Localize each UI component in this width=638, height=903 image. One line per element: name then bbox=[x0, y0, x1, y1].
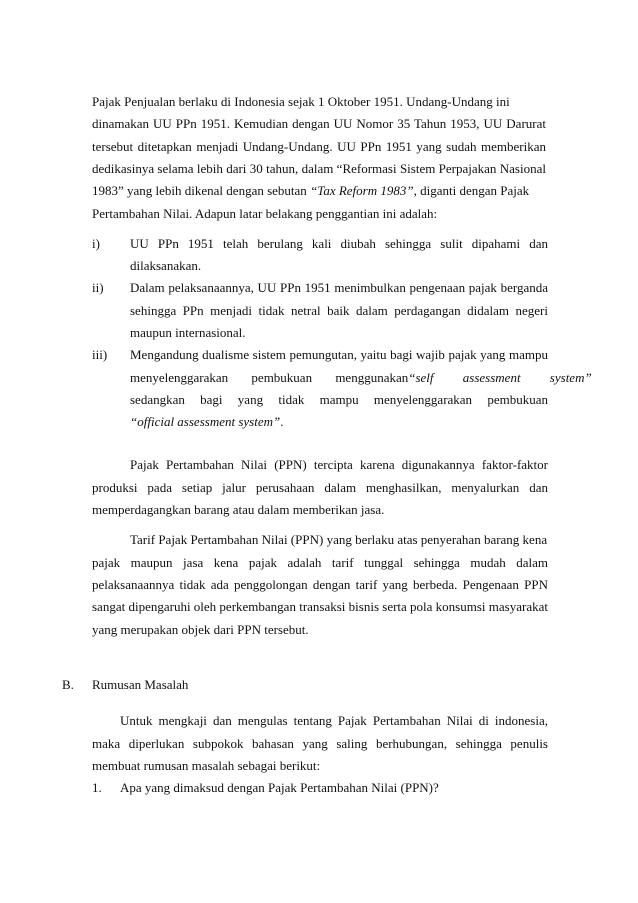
intro-line bbox=[92, 183, 529, 199]
question-number: 1. bbox=[92, 780, 102, 795]
section-line: maka diperlukan subpokok bahasan yang saling berhubungan, sehingga penulis bbox=[92, 736, 548, 751]
list-line: sedangkan bagi yang tidak mampu menyelenggarakan pembukuan bbox=[130, 392, 548, 407]
self-assessment-term: “self assessment system” bbox=[408, 370, 592, 385]
list-line: Mengandung dualisme sistem pemungutan, yaitu bagi wajib pajak yang mampu bbox=[130, 347, 548, 362]
section-title: Rumusan Masalah bbox=[92, 677, 189, 692]
list-line: dilaksanakan. bbox=[130, 258, 202, 273]
list-marker: ii) bbox=[92, 280, 104, 295]
para2-line: memperdagangkan barang atau dalam memberikan jasa. bbox=[92, 502, 385, 517]
para3-line: pelaksanaannya tidak ada penggolongan dengan tarif yang berbeda. Pengenaan PPN bbox=[92, 577, 548, 592]
list-line-text: . bbox=[280, 414, 284, 429]
intro-line: Pajak Penjualan berlaku di Indonesia sejak 1 Oktober 1951. Undang-Undang ini bbox=[92, 94, 510, 109]
intro-line: dinamakan UU PPn 1951. Kemudian dengan UU Nomor 35 Tahun 1953, UU Darurat bbox=[92, 116, 546, 131]
official-assessment-term: “official assessment system” bbox=[130, 414, 281, 429]
list-line: Dalam pelaksanaannya, UU PPn 1951 menimbulkan pengenaan pajak berganda bbox=[130, 280, 548, 295]
question-text: Apa yang dimaksud dengan Pajak Pertambahan Nilai (PPN)? bbox=[120, 780, 439, 795]
list-line: UU PPn 1951 telah berulang kali diubah sehingga sulit dipahami dan bbox=[130, 236, 548, 251]
para3-line: Tarif Pajak Pertambahan Nilai (PPN) yang berlaku atas penyerahan barang kena bbox=[130, 532, 548, 547]
list-marker: iii) bbox=[92, 347, 108, 362]
list-line bbox=[130, 414, 283, 430]
intro-line-text: , diganti dengan Pajak bbox=[413, 183, 530, 198]
section-letter: B. bbox=[62, 677, 74, 692]
intro-line-text: 1983” yang lebih dikenal dengan sebutan bbox=[92, 183, 307, 198]
para2-line: produksi pada setiap jalur perusahaan dalam menghasilkan, menyalurkan dan bbox=[92, 480, 548, 495]
section-line: Untuk mengkaji dan mengulas tentang Pajak Pertambahan Nilai di indonesia, bbox=[120, 713, 548, 728]
para3-line: sangat dipengaruhi oleh perkembangan transaksi bisnis serta pola konsumsi masyarakat bbox=[92, 599, 548, 614]
intro-line: Pertambahan Nilai. Adapun latar belakang penggantian ini adalah: bbox=[92, 206, 438, 221]
para2-line: Pajak Pertambahan Nilai (PPN) tercipta karena digunakannya faktor-faktor bbox=[130, 457, 548, 472]
list-line: sehingga PPn menjadi tidak netral baik dalam perdagangan didalam negeri bbox=[130, 303, 548, 318]
list-marker: i) bbox=[92, 236, 100, 251]
para3-line: pajak maupun jasa kena pajak adalah tarif tunggal sehingga mudah dalam bbox=[92, 555, 548, 570]
section-line: membuat rumusan masalah sebagai berikut: bbox=[92, 758, 321, 773]
tax-reform-term: “Tax Reform 1983” bbox=[310, 183, 414, 198]
intro-line: dedikasinya selama lebih dari 30 tahun, dalam “Reformasi Sistem Perpajakan Nasional bbox=[92, 161, 546, 176]
list-line: maupun internasional. bbox=[130, 325, 246, 340]
list-line bbox=[130, 370, 592, 386]
para3-line: yang merupakan objek dari PPN tersebut. bbox=[92, 622, 309, 637]
list-line-text: menyelenggarakan pembukuan menggunakan bbox=[130, 370, 409, 385]
intro-line: tersebut ditetapkan menjadi Undang-Undang. UU PPn 1951 yang sudah memberikan bbox=[92, 139, 546, 154]
